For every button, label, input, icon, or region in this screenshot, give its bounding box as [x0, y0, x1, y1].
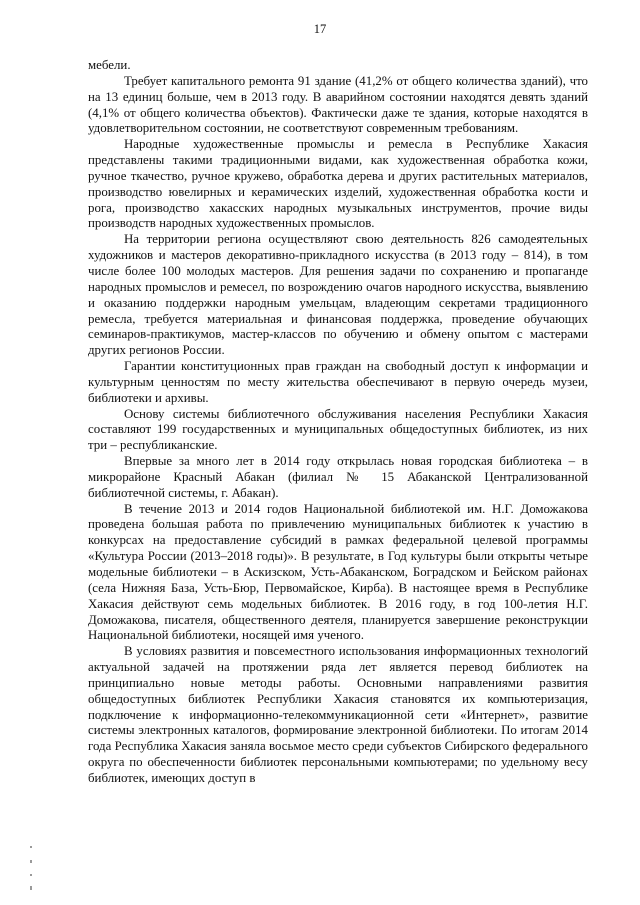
paragraph-artisans: На территории региона осуществляют свою деятельность 826 самодеятельных художников и мастеров декоративно-прикладного искусства (в 2013 году – 814), в том числе более 100 молодых мастеров. Для решения задачи по сохранению и пропаганде народных промыслов и ремесел, по возрождению очагов народного искусства, выявлению и оказанию поддержки народным умельцам, владеющим секретами традиционного ремесла, требуется материальная и финансовая поддержка, проведение обучающих семинаров-практикумов, мастер-классов по обучению и обмену опытом с мастерами других регионов России. — [88, 232, 588, 358]
paragraph-folk-crafts: Народные художественные промыслы и ремесла в Республике Хакасия представлены такими традиционными видами, как художественная обработка кожи, ручное ткачество, ручное кружево, обработка дерева и других растительных материалов, производство ювелирных и керамических изделий, художественная обработка кости и рога, производство хакасских народных музыкальных инструментов, прочие виды производств народных художественных промыслов. — [88, 137, 588, 231]
page-number: 17 — [313, 22, 327, 36]
scan-edge-marks — [30, 846, 42, 896]
body-text — [88, 58, 588, 787]
paragraph-library-system: Основу системы библиотечного обслуживания населения Республики Хакасия составляют 199 государственных и муниципальных общедоступных библиотек, из них три – республиканские. — [88, 406, 588, 453]
paragraph-continuation: мебели. — [88, 58, 131, 72]
paragraph-new-library: Впервые за много лет в 2014 году открылась новая городская библиотека – в микрорайоне Красный Абакан (филиал № 15 Абаканской Централизованной библиотечной системы, г. Абакан). — [88, 454, 588, 500]
paragraph-repair-needs: Требует капитального ремонта 91 здание (41,2% от общего количества зданий), что на 13 единиц больше, чем в 2013 году. В аварийном состоянии находятся девять зданий (4,1% от общего количества объектов). Фактически даже те здания, которые находятся в удовлетворительном состоянии, не соответствуют современным требованиям. — [88, 73, 588, 136]
paragraph-access-guarantees: Гарантии конституционных прав граждан на свободный доступ к информации и культурным ценностям по месту жительства обеспечивают в первую очередь музеи, библиотеки и архивы. — [88, 359, 588, 405]
paragraph-model-libraries: В течение 2013 и 2014 годов Национальной библиотекой им. Н.Г. Доможакова проведена большая работа по привлечению муниципальных библиотек к участию в конкурсах на предоставление субсидий в рамках федеральной целевой программы «Культура России (2013–2018 годы)». В результате, в Год культуры были открыты четыре модельные библиотеки – в Аскизском, Усть-Абаканском, Боградском и Бейском районах (села Нижняя База, Усть-Бюр, Первомайское, Кирба). В настоящее время в Республике Хакасия действуют семь модельных библиотек. В 2016 году, в год 100-летия Н.Г. Доможакова, писателя, общественного деятеля, планируется завершение реконструкции Национальной библиотеки, носящей имя ученого. — [88, 501, 588, 643]
paragraph-computerization: В условиях развития и повсеместного использования информационных технологий актуальной задачей на протяжении ряда лет является перевод библиотек на принципиально новые методы работы. Основными направлениями развития общедоступных библиотек Республики Хакасия становятся их компьютеризация, подключение к информационно-телекоммуникационной сети «Интернет», развитие системы электронных каталогов, формирование электронной библиотеки. По итогам 2014 года Республика Хакасия заняла восьмое место среди субъектов Сибирского федерального округа по обеспеченности библиотек персональными компьютерами; по удельному весу библиотек, имеющих доступ в — [88, 644, 588, 785]
